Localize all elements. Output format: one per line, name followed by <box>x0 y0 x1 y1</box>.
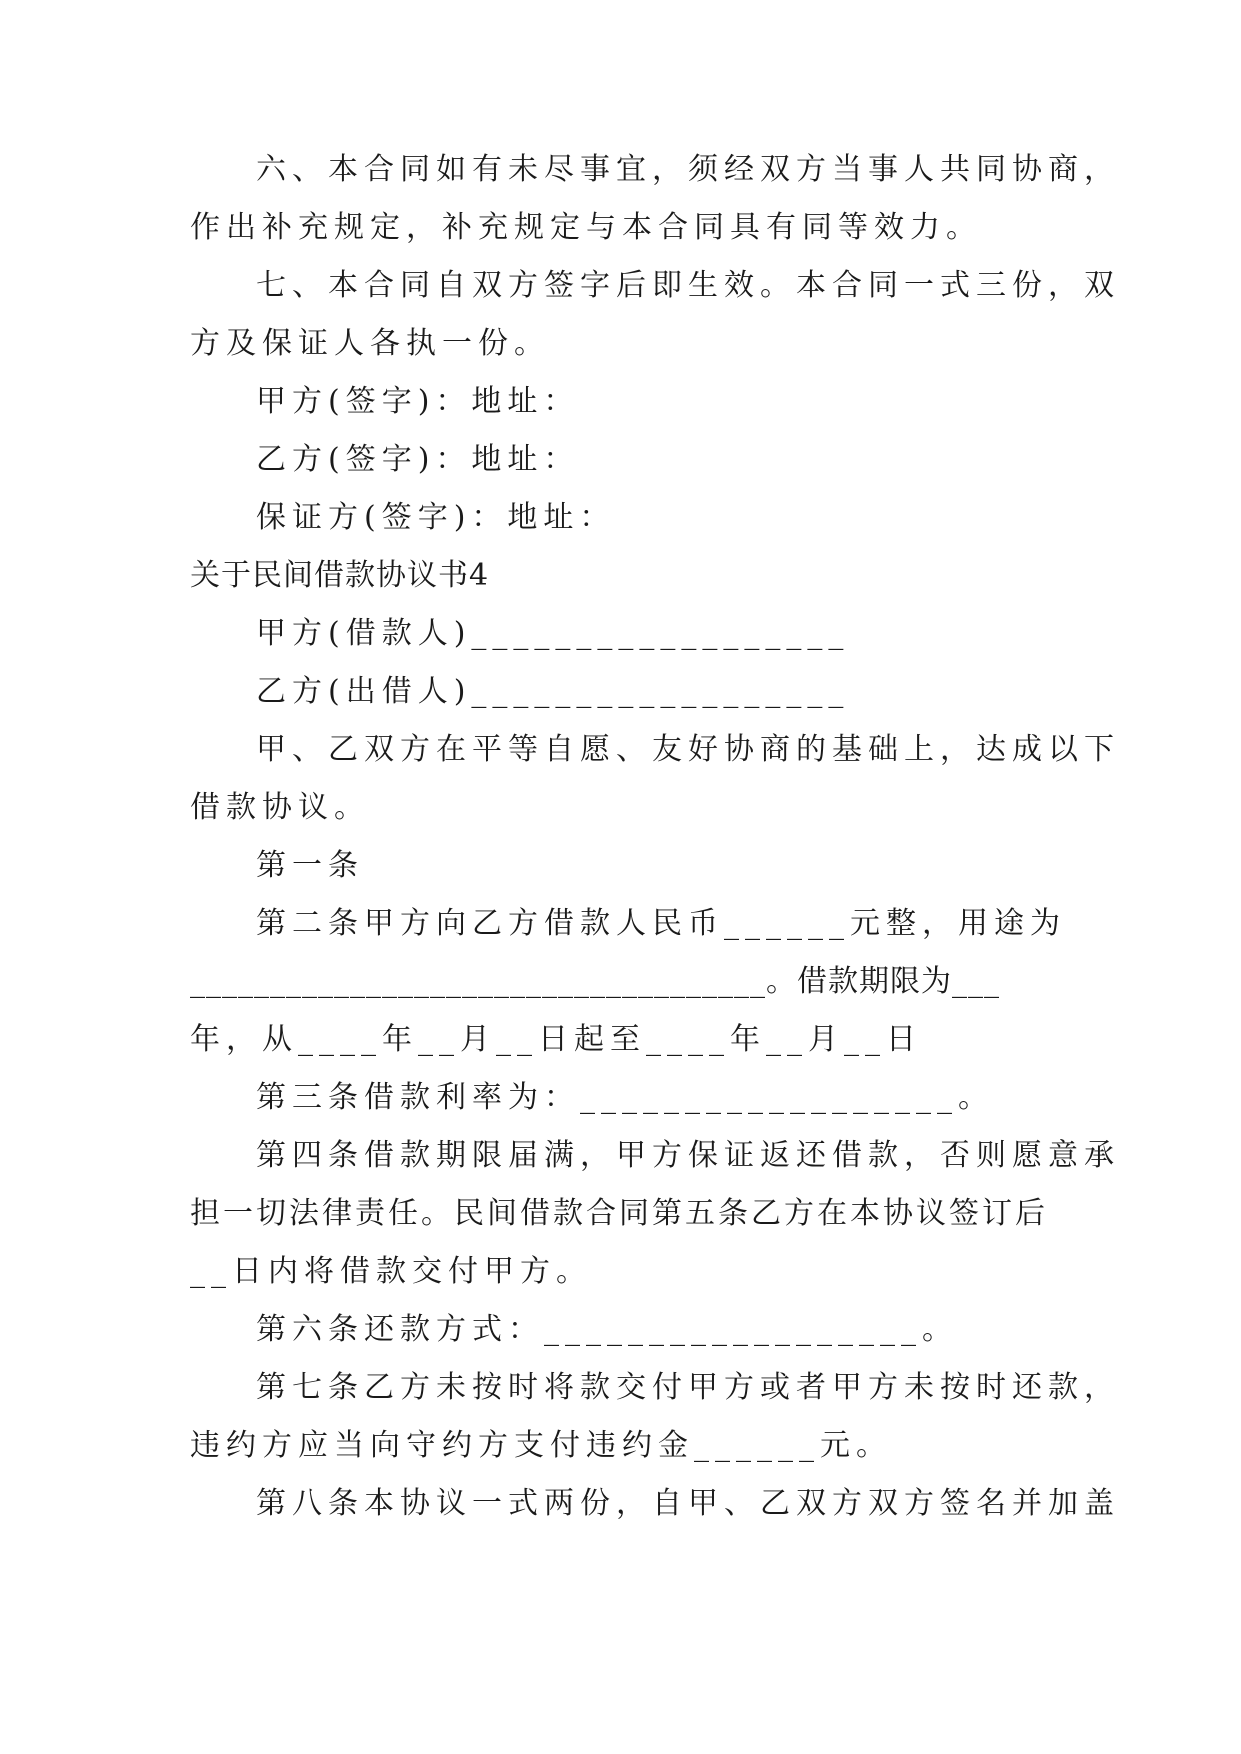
article-two-line-2: ____________________________________。借款期限为___ <box>190 964 1000 999</box>
article-six: 第六条还款方式：__________________。 <box>256 1312 958 1347</box>
article-two-line-3: 年，从____年__月__日起至____年__月__日 <box>190 1022 922 1057</box>
borrower-line: 甲方(借款人)__________________ <box>256 616 850 651</box>
clause-six-line-2: 作出补充规定，补充规定与本合同具有同等效力。 <box>190 210 982 245</box>
article-four-line-1: 第四条借款期限届满，甲方保证返还借款，否则愿意承 <box>256 1138 1120 1173</box>
clause-seven-line-2: 方及保证人各执一份。 <box>190 326 550 361</box>
article-seven-line-1: 第七条乙方未按时将款交付甲方或者甲方未按时还款， <box>256 1370 1120 1405</box>
preamble-line-2: 借款协议。 <box>190 790 370 825</box>
article-one: 第一条 <box>256 848 364 883</box>
article-three: 第三条借款利率为：__________________。 <box>256 1080 994 1115</box>
clause-seven-line-1: 七、本合同自双方签字后即生效。本合同一式三份，双 <box>256 268 1120 303</box>
party-b-signature: 乙方(签字)：地址： <box>256 442 580 477</box>
section-title: 关于民间借款协议书4 <box>190 558 490 593</box>
article-seven-line-2: 违约方应当向守约方支付违约金______元。 <box>190 1428 892 1463</box>
article-two-line-1: 第二条甲方向乙方借款人民币______元整，用途为 <box>256 906 1066 941</box>
party-a-signature: 甲方(签字)：地址： <box>256 384 580 419</box>
lender-line: 乙方(出借人)__________________ <box>256 674 850 709</box>
guarantor-signature: 保证方(签字)：地址： <box>256 500 616 535</box>
clause-six-line-1: 六、本合同如有未尽事宜，须经双方当事人共同协商， <box>256 152 1120 187</box>
preamble-line-1: 甲、乙双方在平等自愿、友好协商的基础上，达成以下 <box>256 732 1120 767</box>
article-five-line: __日内将借款交付甲方。 <box>190 1254 592 1289</box>
article-four-line-2: 担一切法律责任。民间借款合同第五条乙方在本协议签订后 <box>190 1196 1048 1231</box>
article-eight-line-1: 第八条本协议一式两份，自甲、乙双方双方签名并加盖 <box>256 1486 1120 1521</box>
